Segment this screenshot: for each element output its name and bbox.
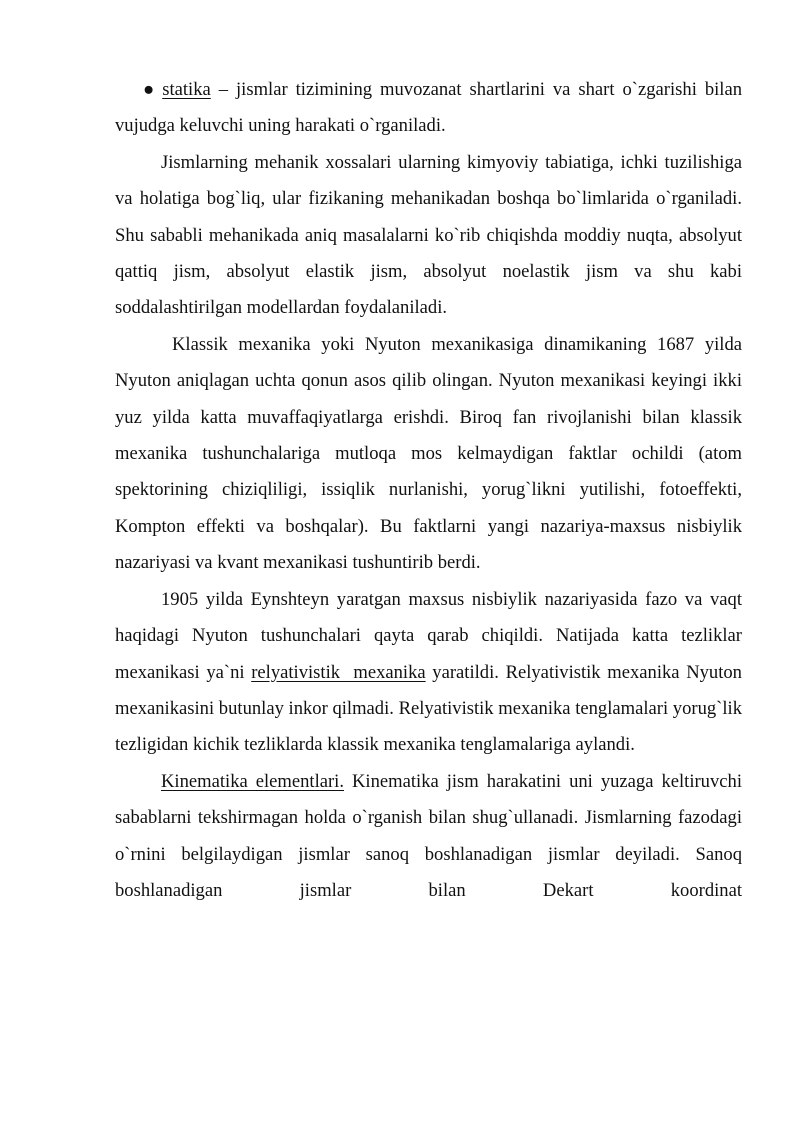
paragraph-statika	[115, 72, 742, 145]
statika-definition: – jismlar tizimining muvozanat shartlarini va shart o`zgarishi bilan vujudga keluvchi uning harakati o`rganiladi.	[115, 79, 742, 137]
bullet-icon: ●	[143, 79, 155, 100]
section-heading-kinematics: Kinematika elementlari.	[161, 770, 345, 792]
paragraph-kinematics	[115, 764, 742, 910]
paragraph-mechanical-properties	[115, 145, 742, 327]
term-statika: statika	[162, 79, 211, 100]
paragraph-relativity	[115, 582, 742, 764]
paragraph-text: Jismlarning mehanik xossalari ularning kimyoviy tabiatiga, ichki tuzilishiga va holatiga bog`liq, ular fizikaning mehanikadan boshqa bo`limlarida o`rganiladi. Shu sababli mehanikada aniq masalalarni ko`rib chiqishda moddiy nuqta, absolyut qattiq jism, absolyut elastik jism, absolyut noelastik jism va shu kabi soddalashtirilgan modellardan foydalaniladi.	[115, 151, 742, 319]
paragraph-text-before: 1905 yilda Eynshteyn yaratgan maxsus nisbiylik nazariyasida fazo va vaqt haqidagi Nyuton tushunchalari qayta qarab chiqildi. Natijada katta tezliklar mexanikasi ya`ni	[115, 588, 742, 683]
paragraph-classical-mechanics	[115, 327, 742, 582]
document-page	[115, 72, 742, 909]
term-relativistic-mechanics: relyativistik mexanika	[251, 661, 426, 683]
paragraph-text: Klassik mexanika yoki Nyuton mexanikasiga dinamikaning 1687 yilda Nyuton aniqlagan uchta qonun asos qilib olingan. Nyuton mexanikasi keyingi ikki yuz yilda katta muvaffaqiyatlarga erishdi. Biroq fan rivojlanishi bilan klassik mexanika tushunchalariga mutloqa mos kelmaydigan faktlar ochildi (atom spektorining chiziqliligi, issiqlik nurlanishi, yorug`likni yutilishi, fotoeffekti, Kompton effekti va boshqalar). Bu faktlarni yangi nazariya-maxsus nisbiylik nazariyasi va kvant mexanikasi tushuntirib berdi.	[115, 333, 742, 574]
paragraph-text: Kinematika jism harakatini uni yuzaga keltiruvchi sabablarni tekshirmagan holda o`rganish bilan shug`ullanadi. Jismlarning fazodagi o`rnini belgilaydigan jismlar sanoq boshlanadigan jismlar deyiladi. Sanoq boshlanadigan jismlar bilan Dekart koordinat	[115, 770, 742, 901]
paragraph-text-after: yaratildi. Relyativistik mexanika Nyuton mexanikasini butunlay inkor qilmadi. Relyativistik mexanika tenglamalari yorug`lik tezligidan kichik tezliklarda klassik mexanika tenglamalariga aylandi.	[115, 661, 742, 756]
